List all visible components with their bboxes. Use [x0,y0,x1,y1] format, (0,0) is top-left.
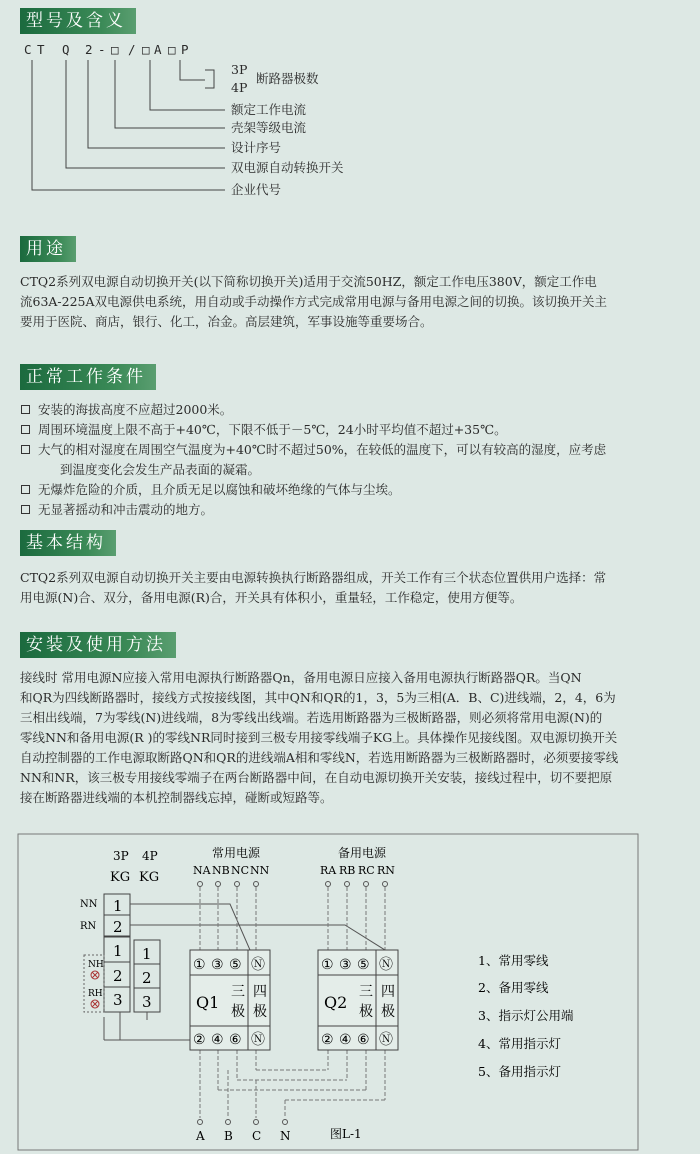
side-label-rh: RH [88,989,103,999]
svg-text:三: 三 [231,984,245,1000]
output-a: A [196,1129,205,1143]
code-char: A [154,42,162,57]
backup-power-label: 备用电源 [338,846,387,860]
figure-caption: 图L-1 [330,1127,362,1141]
svg-text:②: ② [193,1032,206,1048]
install-line: 自动控制器的工作电源取断路QN和QR的进线端A相和零线N，若选用断路器为三极断路器时，必须要接零线 [20,750,619,765]
condition-text: 安装的海拔高度不应超过2000米。 [38,402,233,417]
model-section-title: 型号及含义 [20,8,136,34]
label-4p: 4P [231,80,248,95]
structure-line: CTQ2系列双电源自动切换开关主要由电源转换执行断路器组成，开关工作有三个状态位置供用户选择：常 [20,570,607,585]
kg-3p-label: 3P [113,849,129,863]
condition-text-cont: 到温度变化会发生产品表面的凝霜。 [60,462,261,477]
code-char: □ [142,42,150,57]
usage-line: 流63A-225A双电源供电系统，用自动或手动操作方式完成常用电源与备用电源之间的切换。该切换开关主 [20,294,608,309]
legend-item: 3、指示灯公用端 [478,1008,574,1023]
kg-num: 1 [142,945,152,963]
svg-text:④: ④ [211,1032,224,1048]
svg-text:极: 极 [381,1004,395,1020]
install-line: 零线NN和备用电源(R )的零线NR同时接到三极专用接零线端子KG上。具体操作见接线图。双电源切换开关 [20,730,618,745]
svg-text:三: 三 [359,984,373,1000]
install-line: NN和NR，该三极专用接线零端子在两台断路器中间，在自动电源切换开关安装，接线过程中，切不要把原 [20,770,613,785]
terminal-nb: NB [212,864,230,877]
svg-text:①: ① [193,957,206,973]
usage-section-title: 用途 [20,236,76,262]
legend-item: 2、备用零线 [478,980,549,995]
svg-text:③: ③ [339,957,352,973]
usage-line: 要用于医院、商店，银行、化工，冶金。高层建筑，军事设施等重要场合。 [20,314,433,329]
terminal-nc: NC [231,864,250,877]
code-char: / [128,42,136,57]
kg-label-4p: KG [139,870,160,885]
install-line: 接线时 常用电源N应接入常用电源执行断路器Qn，备用电源日应接入备用电源执行断路器QR。当QN [20,670,582,685]
svg-text:四: 四 [381,984,395,1000]
kg-num: 2 [142,969,152,987]
terminal-rc: RC [358,864,375,877]
code-char: □ [168,42,176,57]
condition-text: 周围环境温度上限不高于+40℃，下限不低于－5℃，24小时平均值不超过+35℃。 [38,422,507,437]
code-char: P [181,42,189,57]
side-label-nh: NH [88,960,104,970]
svg-text:Ⓝ: Ⓝ [379,1032,393,1048]
install-line: 接在断路器进线端的本机控制器线忘掉，碰断或短路等。 [20,790,333,805]
side-label-nn: NN [80,899,98,910]
svg-text:极: 极 [359,1004,373,1020]
normal-power-label: 常用电源 [212,846,261,860]
svg-text:Ⓝ: Ⓝ [379,957,393,973]
svg-text:⑥: ⑥ [229,1032,242,1048]
svg-text:⑤: ⑤ [357,957,370,973]
conditions-section-title: 正常工作条件 [20,364,156,390]
label-frame-grade: 壳架等级电流 [231,120,307,135]
label-3p: 3P [231,62,248,77]
code-char: 2 [85,42,93,57]
kg-num: 2 [113,967,123,985]
output-n: N [280,1129,291,1143]
kg-num: 3 [113,991,123,1009]
install-line: 三相出线端，7为零线(N)进线端，8为零线出线端。若选用断路器为三极断路器，则必须将常用电源(N)的 [20,710,603,725]
svg-text:⑥: ⑥ [357,1032,370,1048]
output-c: C [252,1129,262,1143]
structure-line: 用电源(N)合、双分，备用电源(R)合，开关具有体积小，重量轻，工作稳定，使用方便等。 [20,590,523,605]
svg-text:②: ② [321,1032,334,1048]
code-char: Q [62,42,70,57]
svg-text:Ⓝ: Ⓝ [251,957,265,973]
label-company: 企业代号 [231,182,282,197]
q1-label: Q1 [196,993,220,1012]
kg-4p-label: 4P [142,849,158,863]
condition-text: 无显著摇动和冲击震动的地方。 [38,502,214,517]
label-product: 双电源自动转换开关 [231,160,344,175]
terminal-nn: NN [250,864,270,877]
install-line: 和QR为四线断路器时，接线方式按接线图，其中QN和QR的1，3，5为三相(A．B、C)进线端，2，4，6为 [20,690,616,705]
svg-text:极: 极 [253,1004,267,1020]
kg-num: 2 [113,918,123,936]
terminal-rn: RN [377,864,395,877]
label-rated-current: 额定工作电流 [231,102,307,117]
output-b: B [224,1129,233,1143]
label-poles: 断路器极数 [256,71,319,86]
code-char: T [37,42,45,57]
usage-line: CTQ2系列双电源自动切换开关(以下简称切换开关)适用于交流50HZ，额定工作电压380V，额定工作电 [20,274,597,289]
code-char: C [24,42,32,57]
legend-item: 1、常用零线 [478,953,549,968]
terminal-ra: RA [320,864,337,877]
structure-section-title: 基本结构 [20,530,116,556]
svg-text:④: ④ [339,1032,352,1048]
breaker-q2 [318,950,398,1050]
condition-text: 无爆炸危险的介质，且介质无足以腐蚀和破坏绝缘的气体与尘埃。 [38,482,401,497]
svg-text:Ⓝ: Ⓝ [251,1032,265,1048]
svg-text:四: 四 [253,984,267,1000]
kg-num: 1 [113,897,123,915]
svg-text:极: 极 [231,1004,245,1020]
condition-text: 大气的相对湿度在周围空气温度为+40℃时不超过50%，在较低的温度下，可以有较高的湿度，应考虑 [38,442,607,457]
breaker-q1 [190,950,270,1050]
code-char: □ [111,42,119,57]
terminal-na: NA [193,864,211,877]
code-char: - [98,42,106,57]
svg-text:③: ③ [211,957,224,973]
svg-text:⑤: ⑤ [229,957,242,973]
kg-label-3p: KG [110,870,131,885]
q2-label: Q2 [324,993,348,1012]
svg-text:①: ① [321,957,334,973]
kg-num: 1 [113,942,123,960]
legend-item: 5、备用指示灯 [478,1064,561,1079]
legend-item: 4、常用指示灯 [478,1036,561,1051]
kg-num: 3 [142,993,152,1011]
install-section-title: 安装及使用方法 [20,632,176,658]
side-label-rn: RN [80,921,97,932]
terminal-rb: RB [339,864,356,877]
label-design-no: 设计序号 [231,140,282,155]
